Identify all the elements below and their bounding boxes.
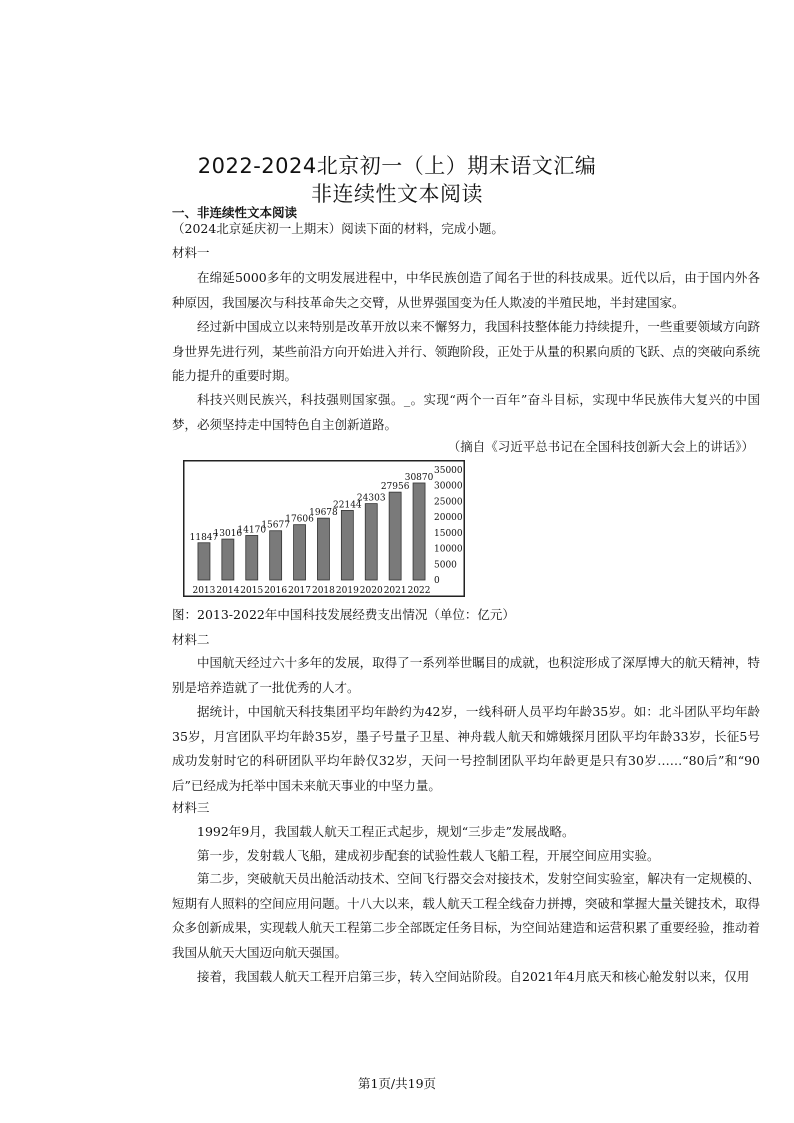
page-number: 第1页/共19页 bbox=[357, 1076, 437, 1091]
bar-2017 bbox=[294, 525, 306, 580]
material1-source-note: （摘自《习近平总书记在全国科技创新大会上的讲话》） bbox=[447, 439, 754, 454]
bar-2013 bbox=[198, 543, 210, 580]
bar-2015 bbox=[246, 535, 258, 580]
material2-label: 材料二 bbox=[172, 632, 210, 647]
bar-value-label: 22144 bbox=[333, 500, 362, 511]
bar-2022 bbox=[413, 483, 425, 580]
material1-paragraph-3: 科技兴则民族兴，科技强则国家强。_。实现“两个一百年”奋斗目标，实现中华民族伟大复兴的中国梦，必须坚持走中国特色自主创新道路。 bbox=[172, 392, 760, 432]
x-tick-label: 2017 bbox=[288, 586, 312, 596]
x-tick-label: 2015 bbox=[240, 586, 264, 596]
section-heading: 一、非连续性文本阅读 bbox=[172, 205, 298, 220]
chart-caption: 图：2013-2022年中国科技发展经费支出情况（单位：亿元） bbox=[172, 607, 515, 622]
bar-value-label: 17606 bbox=[285, 514, 314, 525]
x-tick-label: 2016 bbox=[264, 586, 288, 596]
document-title: 2022-2024北京初一（上）期末语文汇编 bbox=[197, 154, 597, 178]
bar-value-label: 15677 bbox=[261, 520, 290, 531]
bar-2016 bbox=[270, 531, 282, 580]
bar-2021 bbox=[389, 492, 401, 580]
question-source: （2024北京延庆初一上期末）阅读下面的材料，完成小题。 bbox=[172, 221, 504, 236]
y-tick-label: 35000 bbox=[434, 466, 463, 476]
y-tick-label: 25000 bbox=[434, 497, 463, 508]
material3-paragraph-2: 第一步，发射载人飞船，建成初步配套的试验性载人飞船工程，开展空间应用实验。 bbox=[197, 848, 660, 863]
document-subtitle: 非连续性文本阅读 bbox=[311, 182, 483, 206]
bar-value-label: 24303 bbox=[356, 493, 386, 504]
x-tick-label: 2021 bbox=[383, 586, 407, 596]
y-tick-label: 30000 bbox=[434, 481, 463, 492]
funding-bar-chart bbox=[183, 460, 465, 597]
bar-value-label: 14170 bbox=[237, 525, 267, 536]
material3-paragraph-4: 接着，我国载人航天工程开启第三步，转入空间站阶段。自2021年4月底天和核心舱发射以来，仅用 bbox=[197, 969, 750, 984]
bar-2019 bbox=[341, 510, 353, 580]
material1-paragraph-1: 在绵延5000多年的文明发展进程中，中华民族创造了闻名于世的科技成果。近代以后，由于国内外各种原因，我国屡次与科技革命失之交臂，从世界强国变为任人欺凌的半殖民地，半封建国家。 bbox=[172, 270, 760, 310]
bar-2020 bbox=[365, 504, 377, 580]
material3-paragraph-1: 1992年9月，我国载人航天工程正式起步，规划“三步走”发展战略。 bbox=[197, 824, 575, 839]
y-tick-label: 0 bbox=[434, 576, 440, 586]
bar-value-label: 30870 bbox=[404, 472, 434, 483]
x-tick-label: 2013 bbox=[192, 586, 216, 596]
material2-paragraph-1: 中国航天经过六十多年的发展，取得了一系列举世瞩目的成就，也积淀形成了深厚博大的航天精神，特别是培养造就了一批优秀的人才。 bbox=[172, 655, 760, 695]
bar-value-label: 11847 bbox=[189, 532, 219, 543]
x-tick-label: 2018 bbox=[311, 586, 335, 596]
bar-2018 bbox=[317, 518, 329, 580]
y-tick-label: 15000 bbox=[434, 528, 463, 539]
material1-paragraph-2: 经过新中国成立以来特别是改革开放以来不懈努力，我国科技整体能力持续提升，一些重要领域方向跻身世界先进行列，某些前沿方向开始进入并行、领跑阶段，正处于从量的积累向质的飞跃、点的突破向系统能力提升的重要时期。 bbox=[172, 319, 760, 383]
material3-paragraph-3: 第二步，突破航天员出舱活动技术、空间飞行器交会对接技术，发射空间实验室，解决有一定规模的、短期有人照料的空间应用问题。十八大以来，载人航天工程全线奋力拼搏，突破和掌握大量关键技术，取得众多创新成果，实现载人航天工程第二步全部既定任务目标，为空间站建造和运营积累了重要经验，推动着我国从航天大国迈向航天强国。 bbox=[172, 871, 760, 960]
material3-label: 材料三 bbox=[172, 800, 210, 815]
y-tick-label: 5000 bbox=[434, 560, 457, 571]
material1-label: 材料一 bbox=[172, 245, 210, 260]
bar-value-label: 13016 bbox=[213, 529, 243, 540]
bar-2014 bbox=[222, 539, 234, 580]
x-tick-label: 2022 bbox=[407, 586, 431, 596]
y-tick-label: 20000 bbox=[434, 513, 463, 524]
bar-value-label: 27956 bbox=[380, 482, 410, 493]
x-tick-label: 2014 bbox=[216, 586, 240, 596]
y-tick-label: 10000 bbox=[434, 544, 463, 555]
x-tick-label: 2019 bbox=[335, 586, 359, 596]
x-tick-label: 2020 bbox=[359, 586, 383, 596]
material2-paragraph-2: 据统计，中国航天科技集团平均年龄约为42岁，一线科研人员平均年龄35岁。如：北斗团队平均年龄35岁，月宫团队平均年龄35岁，墨子号量子卫星、神舟载人航天和嫦娥探月团队平均年龄33岁，长征5号成功发射时它的科研团队平均年龄仅32岁，天问一号控制团队平均年龄更是只有30岁……“80后”和“90后”已经成为托举中国未来航天事业的中坚力量。 bbox=[172, 704, 760, 793]
bar-value-label: 19678 bbox=[309, 508, 338, 519]
